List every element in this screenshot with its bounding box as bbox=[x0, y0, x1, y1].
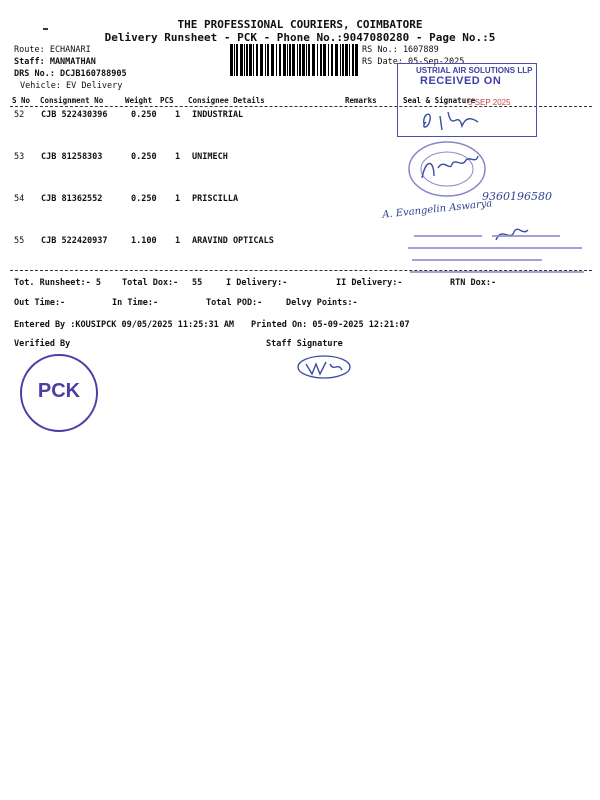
row-consignee: ARAVIND OPTICALS bbox=[192, 236, 274, 246]
runsheet-subtitle: Delivery Runsheet - PCK - Phone No.:9047080280 - Page No.:5 bbox=[104, 31, 496, 44]
ii-delivery: II Delivery:- bbox=[336, 278, 403, 288]
row-consignee: INDUSTRIAL bbox=[192, 110, 244, 120]
row-consignment: CJB 522430396 bbox=[41, 110, 108, 120]
row-weight: 0.250 bbox=[131, 110, 157, 120]
delivery-points: Delvy Points:- bbox=[286, 298, 358, 308]
verified-by: Verified By bbox=[14, 339, 71, 349]
row-pcs: 1 bbox=[175, 194, 181, 204]
row-sno: 54 bbox=[14, 194, 25, 204]
drs-label: DRS No.: DCJB160788905 bbox=[14, 69, 127, 79]
in-time: In Time:- bbox=[112, 298, 159, 308]
col-seal-signature: Seal & Signature bbox=[403, 96, 476, 105]
row-pcs: 1 bbox=[175, 236, 181, 246]
row-consignment: CJB 81362552 bbox=[41, 194, 103, 204]
printed-on: Printed On: 05-09-2025 12:21:07 bbox=[251, 320, 410, 330]
row-weight: 1.100 bbox=[131, 236, 157, 246]
rs-date: RS Date: 05-Sep-2025 bbox=[362, 57, 465, 67]
i-delivery: I Delivery:- bbox=[226, 278, 288, 288]
row-pcs: 1 bbox=[175, 152, 181, 162]
handwritten-phone: 9360196580 bbox=[482, 190, 552, 203]
row-weight: 0.250 bbox=[131, 194, 157, 204]
tamil-address-stamp bbox=[392, 222, 592, 280]
col-sno: S No bbox=[12, 96, 31, 105]
row-weight: 0.250 bbox=[131, 152, 157, 162]
total-dox-label: Total Dox:- bbox=[122, 278, 179, 288]
row-sno: 52 bbox=[14, 110, 25, 120]
row-pcs: 1 bbox=[175, 110, 181, 120]
col-consignee: Consignee Details bbox=[188, 96, 265, 105]
mark-dash bbox=[43, 28, 48, 30]
rtn-dox: RTN Dox:- bbox=[450, 278, 497, 288]
barcode bbox=[230, 44, 358, 76]
received-signature bbox=[418, 102, 488, 136]
col-pcs: PCS bbox=[160, 96, 174, 105]
col-weight: Weight bbox=[125, 96, 153, 105]
total-dox-value: 55 bbox=[192, 278, 203, 288]
col-remarks: Remarks bbox=[345, 96, 377, 105]
route-label: Route: ECHANARI bbox=[14, 45, 91, 55]
received-company: USTRIAL AIR SOLUTIONS LLP bbox=[416, 66, 533, 75]
rs-number: RS No.: 1607889 bbox=[362, 45, 439, 55]
staff-signature-scribble bbox=[296, 352, 354, 382]
total-runsheet: Tot. Runsheet:- 5 bbox=[14, 278, 101, 288]
round-company-seal bbox=[404, 138, 490, 200]
total-pod: Total POD:- bbox=[206, 298, 263, 308]
row-consignment: CJB 81258303 bbox=[41, 152, 103, 162]
vehicle-label: Vehicle: EV Delivery bbox=[20, 81, 123, 91]
row-sno: 55 bbox=[14, 236, 25, 246]
staff-signature-label: Staff Signature bbox=[266, 339, 343, 349]
col-consignment: Consignment No bbox=[40, 96, 104, 105]
handwritten-name: A. Evangelin Aswarya bbox=[381, 198, 493, 221]
company-title: THE PROFESSIONAL COURIERS, COIMBATORE bbox=[177, 18, 423, 31]
row-consignment: CJB 522420937 bbox=[41, 236, 108, 246]
row-sno: 53 bbox=[14, 152, 25, 162]
entered-by: Entered By :KOUSIPCK 09/05/2025 11:25:31 AM bbox=[14, 320, 235, 330]
staff-label: Staff: MANMATHAN bbox=[14, 57, 96, 67]
pck-stamp-text: PCK bbox=[37, 380, 81, 402]
row-consignee: PRISCILLA bbox=[192, 194, 239, 204]
received-date: 5 SEP 2025 bbox=[468, 98, 511, 107]
out-time: Out Time:- bbox=[14, 298, 66, 308]
row-consignee: UNIMECH bbox=[192, 152, 228, 162]
pck-stamp bbox=[20, 354, 98, 432]
received-on-label: RECEIVED ON bbox=[420, 75, 502, 87]
